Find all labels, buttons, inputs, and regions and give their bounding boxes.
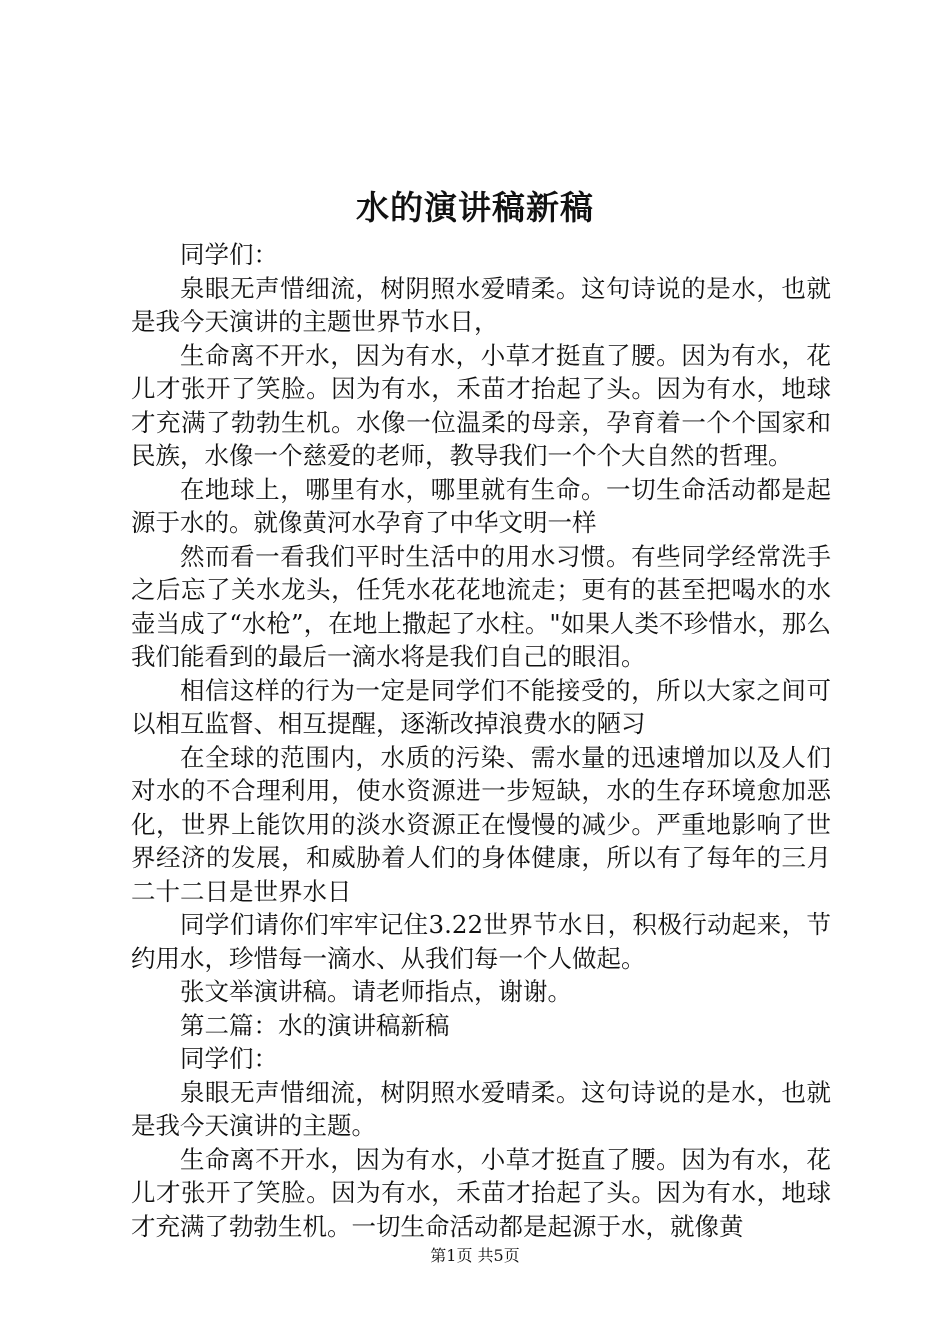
paragraph: 同学们请你们牢牢记住3.22世界节水日，积极行动起来，节约用水，珍惜每一滴水、从我们每一个人做起。 — [131, 910, 831, 973]
paragraph: 泉眼无声惜细流，树阴照水爱晴柔。这句诗说的是水，也就是我今天演讲的主题。 — [131, 1077, 831, 1140]
document-body — [131, 238, 831, 1243]
paragraph: 生命离不开水，因为有水，小草才挺直了腰。因为有水，花儿才张开了笑脸。因为有水，禾苗才抬起了头。因为有水，地球才充满了勃勃生机。水像一位温柔的母亲，孕育着一个个国家和民族，水像一个慈爱的老师，教导我们一个个大自然的哲理。 — [131, 340, 831, 470]
paragraph: 相信这样的行为一定是同学们不能接受的，所以大家之间可以相互监督、相互提醒，逐渐改掉浪费水的陋习 — [131, 675, 831, 738]
paragraph-greeting: 同学们： — [180, 240, 278, 269]
section-heading: 第二篇：水的演讲稿新稿 — [180, 1010, 450, 1040]
paragraph: 然而看一看我们平时生活中的用水习惯。有些同学经常洗手之后忘了关水龙头，任凭水花花地流走；更有的甚至把喝水的水壶当成了“水枪”，在地上撒起了水柱。"如果人类不珍惜水，那么我们能看到的最后一滴水将是我们自己的眼泪。 — [131, 541, 831, 671]
page-number-footer: 第1页 共5页 — [430, 1246, 520, 1265]
paragraph: 在全球的范围内，水质的污染、需水量的迅速增加以及人们对水的不合理利用，使水资源进一步短缺，水的生存环境愈加恶化，世界上能饮用的淡水资源正在慢慢的减少。严重地影响了世界经济的发展，和威胁着人们的身体健康，所以有了每年的三月二十二日是世界水日 — [131, 742, 831, 906]
paragraph-greeting: 同学们： — [180, 1044, 278, 1073]
document-title: 水的演讲稿新稿 — [356, 188, 594, 227]
paragraph-signature: 张文举演讲稿。请老师指点，谢谢。 — [180, 977, 572, 1006]
paragraph: 在地球上，哪里有水，哪里就有生命。一切生命活动都是起源于水的。就像黄河水孕育了中华文明一样 — [131, 474, 831, 537]
paragraph: 生命离不开水，因为有水，小草才挺直了腰。因为有水，花儿才张开了笑脸。因为有水，禾苗才抬起了头。因为有水，地球才充满了勃勃生机。一切生命活动都是起源于水，就像黄 — [131, 1144, 831, 1241]
paragraph: 泉眼无声惜细流，树阴照水爱晴柔。这句诗说的是水，也就是我今天演讲的主题世界节水日， — [131, 273, 831, 336]
